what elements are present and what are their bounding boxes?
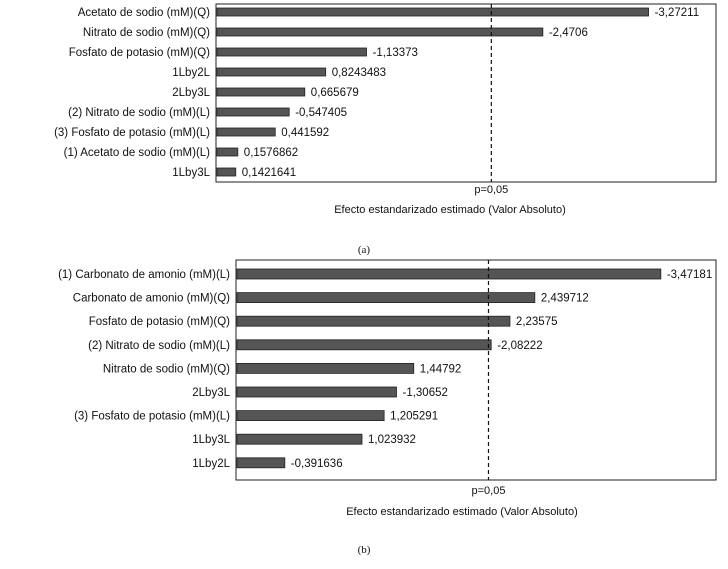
chart-a-value-label: -2,4706: [548, 27, 588, 39]
chart-b-category-label: (1) Carbonato de amonio (mM)(L): [58, 269, 230, 281]
chart-a-category-label: 1Lby3L: [172, 167, 210, 179]
chart-b-category-label: 1Lby3L: [192, 434, 230, 447]
chart-b-threshold-label: p=0,05: [471, 485, 506, 497]
chart-b-bar: [237, 340, 491, 350]
chart-a-value-label: -3,27211: [654, 7, 700, 19]
chart-b-value-label: 1,023932: [367, 434, 416, 447]
chart-a-bar: [217, 8, 649, 16]
chart-a-bar: [217, 28, 543, 36]
chart-b-bar: [237, 458, 285, 468]
chart-a-category-label: Nitrato de sodio (mM)(Q): [82, 27, 210, 39]
chart-b-bar: [237, 293, 535, 303]
chart-b-value-label: -3,47181: [666, 269, 713, 281]
chart-b-value-label: 2,23575: [515, 316, 558, 329]
chart-a-category-label: 2Lby3L: [172, 87, 210, 99]
chart-b-x-axis-title: Efecto estandarizado estimado (Valor Absoluto): [346, 506, 578, 518]
chart-b: [58, 260, 716, 556]
chart-b-value-label: 2,439712: [540, 292, 589, 305]
chart-a-bar: [217, 48, 367, 56]
chart-a-value-label: 0,665679: [310, 87, 359, 99]
chart-a-x-axis-title: Efecto estandarizado estimado (Valor Absoluto): [334, 204, 566, 216]
chart-a-value-label: 0,1421641: [241, 167, 297, 179]
chart-b-category-label: (3) Fosfato de potasio (mM)(L): [74, 410, 230, 423]
chart-b-bar: [237, 387, 396, 397]
chart-b-category-label: Fosfato de potasio (mM)(Q): [88, 316, 230, 329]
chart-b-category-label: (2) Nitrato de sodio (mM)(L): [88, 339, 230, 352]
chart-a-bar: [217, 88, 305, 96]
chart-b-category-label: 2Lby3L: [192, 387, 230, 399]
chart-a-bar: [217, 108, 289, 116]
chart-a-value-label: 0,441592: [281, 127, 330, 139]
chart-a-value-label: -1,13373: [372, 47, 418, 59]
chart-b-category-label: 1Lby2L: [192, 457, 230, 470]
chart-a-category-label: (1) Acetato de sodio (mM)(L): [63, 147, 210, 159]
chart-a-category-label: 1Lby2L: [172, 67, 210, 79]
chart-a-category-label: Fosfato de potasio (mM)(Q): [68, 47, 210, 59]
chart-a-category-label: Acetato de sodio (mM)(Q): [77, 7, 210, 19]
chart-a-category-label: (2) Nitrato de sodio (mM)(L): [68, 107, 210, 119]
chart-b-value-label: -0,391636: [290, 457, 343, 470]
chart-b-value-label: 1,205291: [390, 410, 439, 423]
chart-a-bar: [217, 148, 238, 156]
chart-a: [54, 4, 716, 256]
chart-b-bar: [237, 363, 414, 373]
chart-a-value-label: 0,8243483: [331, 67, 387, 79]
chart-b-bar: [237, 316, 510, 326]
chart-b-value-label: 1,44792: [419, 363, 462, 376]
chart-a-bar: [217, 68, 326, 76]
chart-a-value-label: -0,547405: [295, 107, 347, 119]
chart-a-bar: [217, 168, 236, 176]
chart-b-value-label: -1,30652: [402, 387, 448, 399]
chart-b-value-label: -2,08222: [497, 339, 543, 352]
chart-b-bar: [237, 411, 384, 421]
chart-b-category-label: Nitrato de sodio (mM)(Q): [102, 363, 230, 376]
chart-a-caption: (a): [357, 244, 371, 256]
chart-a-bar: [217, 128, 275, 136]
chart-b-caption: (b): [357, 544, 371, 556]
chart-a-threshold-label: p=0,05: [474, 184, 509, 196]
chart-b-category-label: Carbonato de amonio (mM)(Q): [72, 292, 230, 305]
chart-a-value-label: 0,1576862: [243, 147, 299, 159]
chart-b-bar: [237, 434, 362, 444]
chart-a-category-label: (3) Fosfato de potasio (mM)(L): [54, 127, 210, 139]
chart-b-bar: [237, 269, 661, 279]
